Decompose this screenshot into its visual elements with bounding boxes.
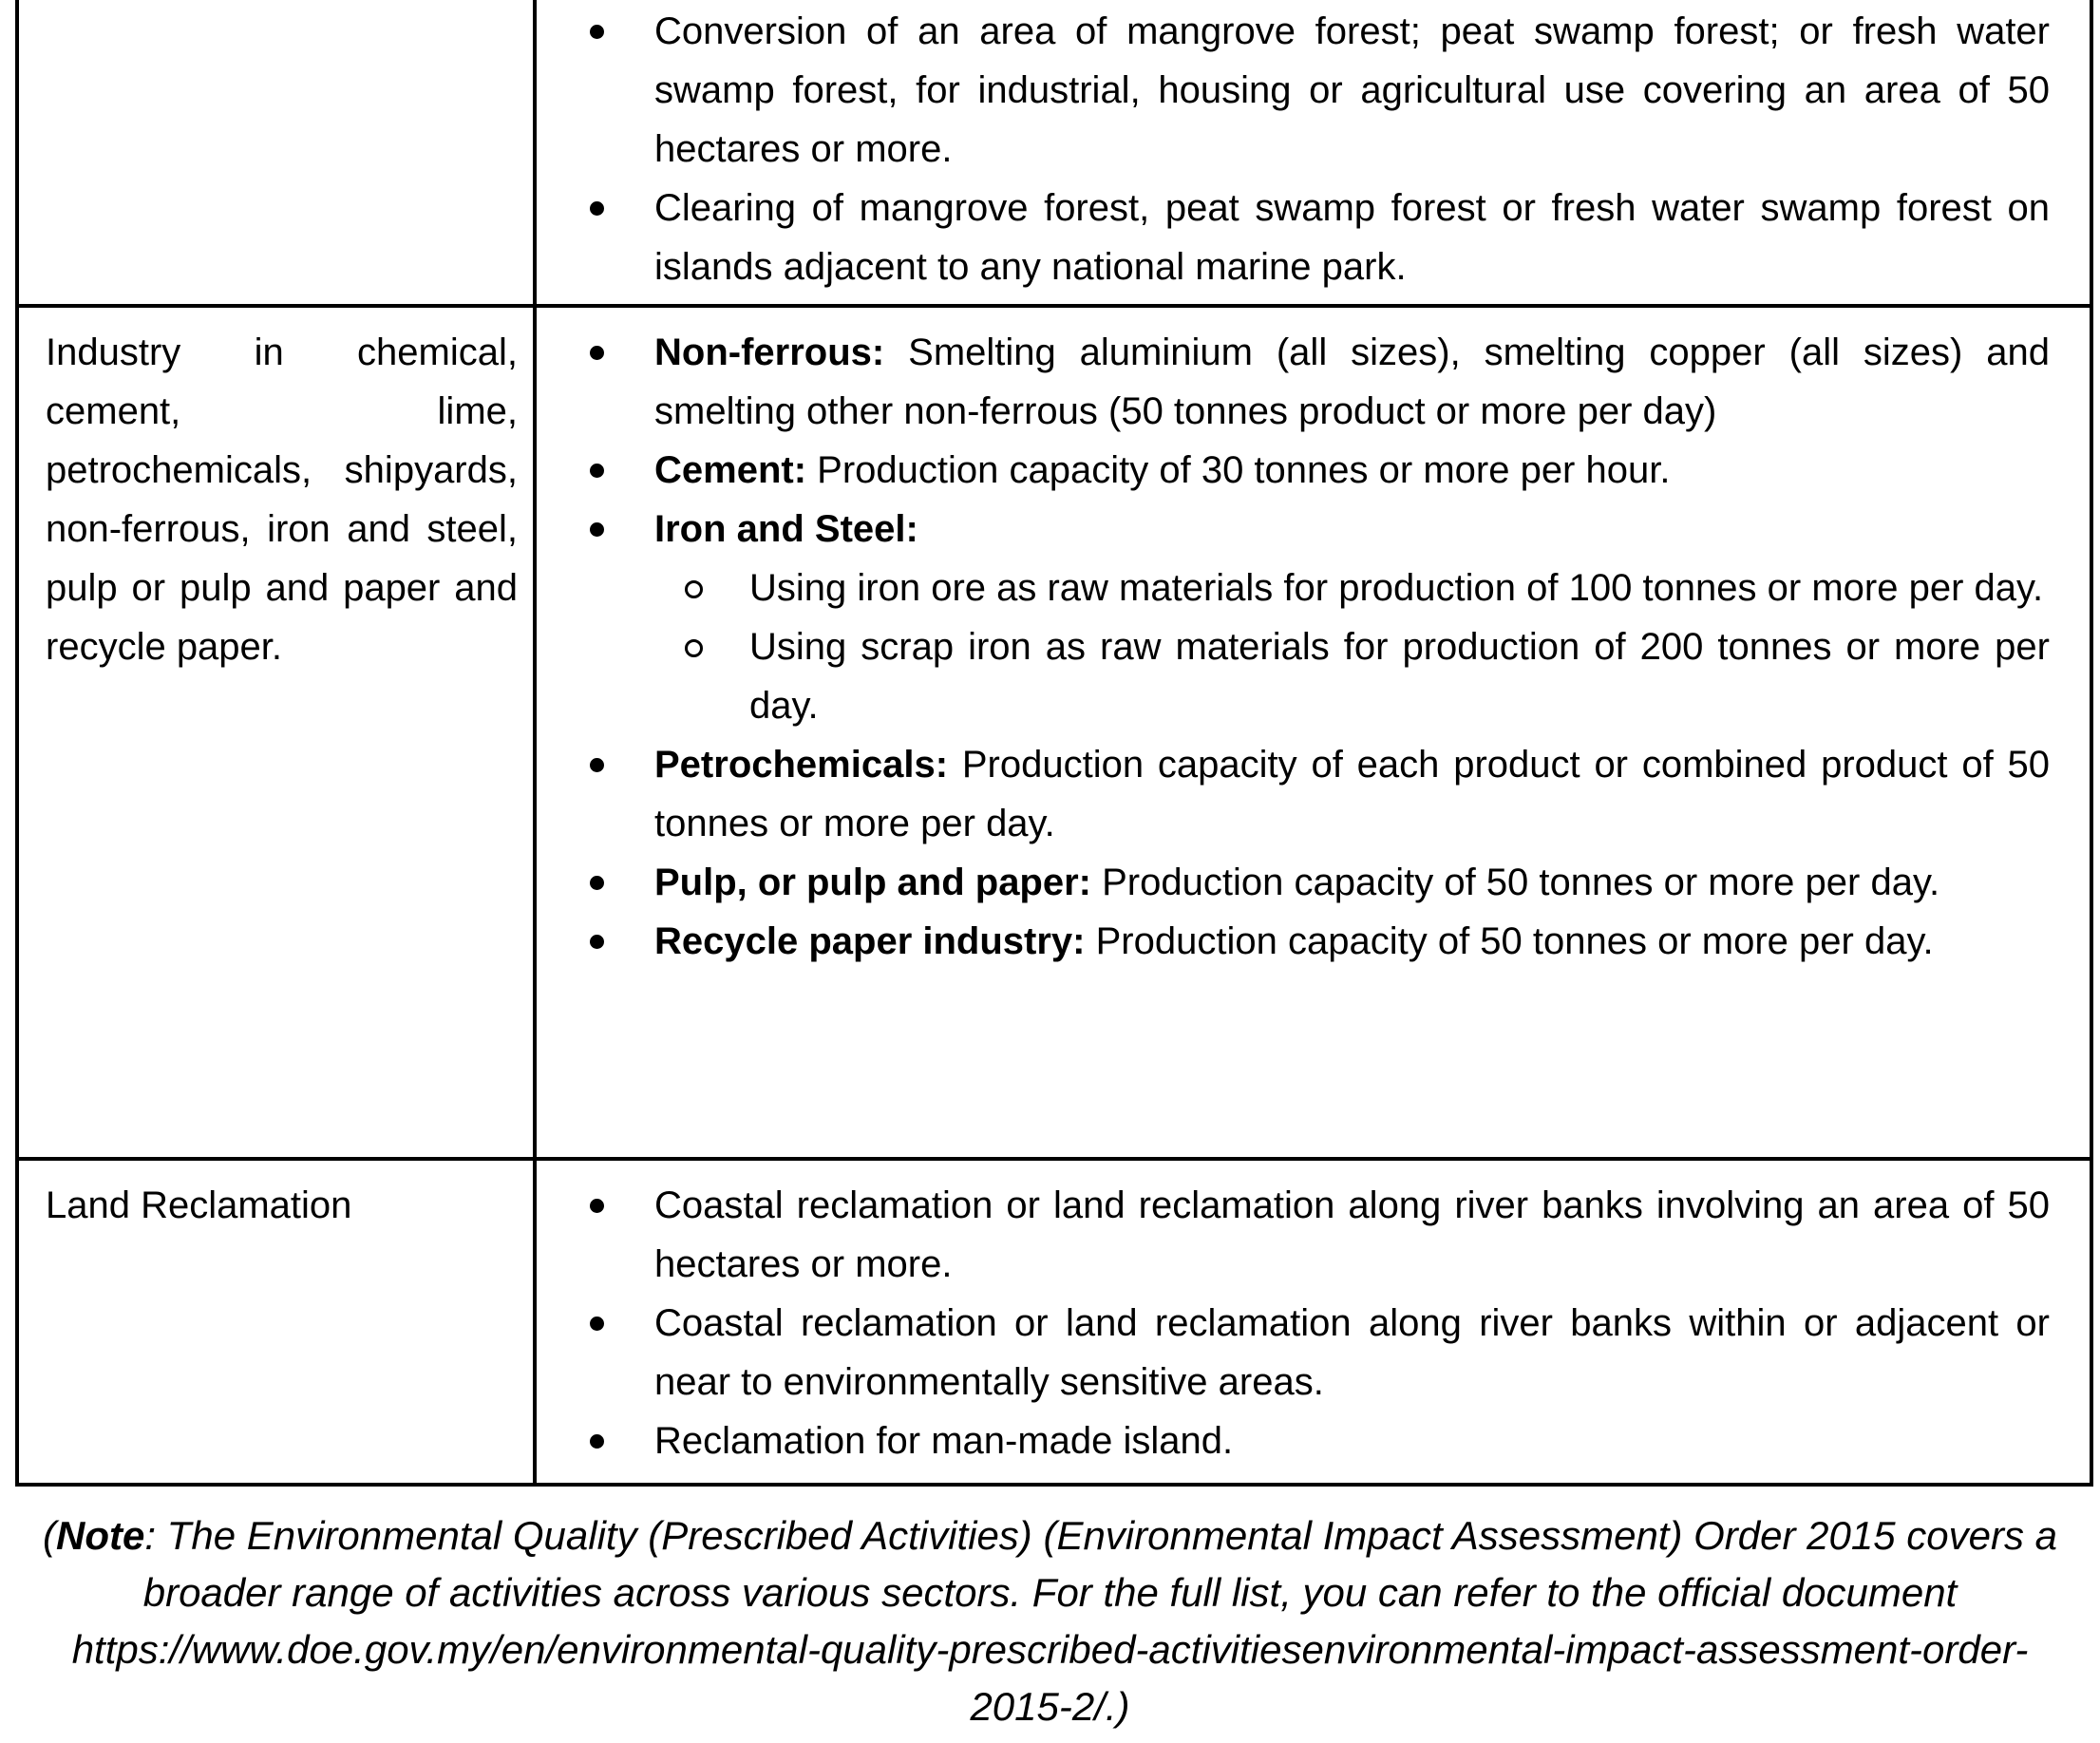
bullet-item: [563, 735, 2050, 853]
category-cell: [17, 0, 535, 306]
table-body: [17, 0, 2091, 1485]
bullet-item: [563, 500, 2050, 735]
category-text: Industry in chemical, cement, lime, petrochemicals, shipyards, non-ferrous, iron and steel, pulp or pulp and paper and recycle paper.: [46, 332, 518, 668]
bullet-list: [563, 323, 2050, 971]
bullet-text: Conversion of an area of mangrove forest; peat swamp forest; or fresh water swamp forest, for industrial, housing or agricultural use covering an area of 50 hectares or more.: [654, 10, 2050, 170]
note-text: : The Environmental Quality (Prescribed Activities) (Environmental Impact Assessment) Order 2015 covers a broader range of activities across various sectors. For the full list, you can refer to the official document https://www.doe.gov.my/en/environmental-quality-prescribed-activitiesenvironmental-impact-assessment-order-2015-2/.): [71, 1513, 2057, 1729]
sub-bullet-text: Using iron ore as raw materials for production of 100 tonnes or more per day.: [749, 567, 2044, 609]
bullet-item: [563, 853, 2050, 912]
bullet-list: [563, 1176, 2050, 1470]
bullet-text: Clearing of mangrove forest, peat swamp forest or fresh water swamp forest on islands adjacent to any national marine park.: [654, 187, 2050, 288]
footnote: [42, 1507, 2058, 1735]
bullet-label: Pulp, or pulp and paper:: [654, 862, 1091, 903]
table-row: [17, 0, 2091, 306]
activities-cell: [535, 0, 2091, 306]
bullet-item: [563, 1411, 2050, 1470]
bullet-label: Petrochemicals:: [654, 744, 949, 786]
bullet-item: [563, 2, 2050, 179]
bullet-text: Production capacity of 50 tonnes or more per day.: [1095, 920, 1934, 962]
bullet-label: Cement:: [654, 449, 807, 491]
bullet-item: [563, 441, 2050, 500]
bullet-text: Production capacity of 30 tonnes or more per hour.: [817, 449, 1671, 491]
bullet-item: [563, 179, 2050, 296]
bullet-list: [563, 2, 2050, 296]
activities-cell: [535, 1159, 2091, 1485]
bullet-text: Smelting aluminium (all sizes), smelting copper (all sizes) and smelting other non-ferrous (50 tonnes product or more per day): [654, 332, 2050, 432]
bullet-item: [563, 323, 2050, 441]
sub-bullet-list: [654, 559, 2050, 735]
sub-bullet-item: [654, 617, 2050, 735]
bullet-text: Reclamation for man-made island.: [654, 1420, 1234, 1462]
bullet-item: [563, 1294, 2050, 1411]
note-label: Note: [56, 1513, 145, 1558]
bullet-item: [563, 912, 2050, 971]
bullet-text: Coastal reclamation or land reclamation along river banks within or adjacent or near to environmentally sensitive areas.: [654, 1302, 2050, 1403]
note-open-paren: (: [43, 1513, 56, 1558]
bullet-label: Iron and Steel:: [654, 508, 918, 550]
bullet-text: Coastal reclamation or land reclamation along river banks involving an area of 50 hectares or more.: [654, 1184, 2050, 1285]
category-cell: [17, 1159, 535, 1485]
bullet-text: Production capacity of 50 tonnes or more per day.: [1102, 862, 1940, 903]
category-cell: [17, 306, 535, 1159]
category-text: Land Reclamation: [46, 1184, 352, 1226]
sub-bullet-item: [654, 559, 2050, 617]
table-row: [17, 306, 2091, 1159]
bullet-label: Recycle paper industry:: [654, 920, 1086, 962]
prescribed-activities-table: [15, 0, 2093, 1487]
activities-cell: [535, 306, 2091, 1159]
table-row: [17, 1159, 2091, 1485]
bullet-text: Production capacity of each product or combined product of 50 tonnes or more per day.: [654, 744, 2050, 844]
bullet-label: Non-ferrous:: [654, 332, 885, 373]
bullet-item: [563, 1176, 2050, 1294]
sub-bullet-text: Using scrap iron as raw materials for production of 200 tonnes or more per day.: [749, 626, 2050, 727]
